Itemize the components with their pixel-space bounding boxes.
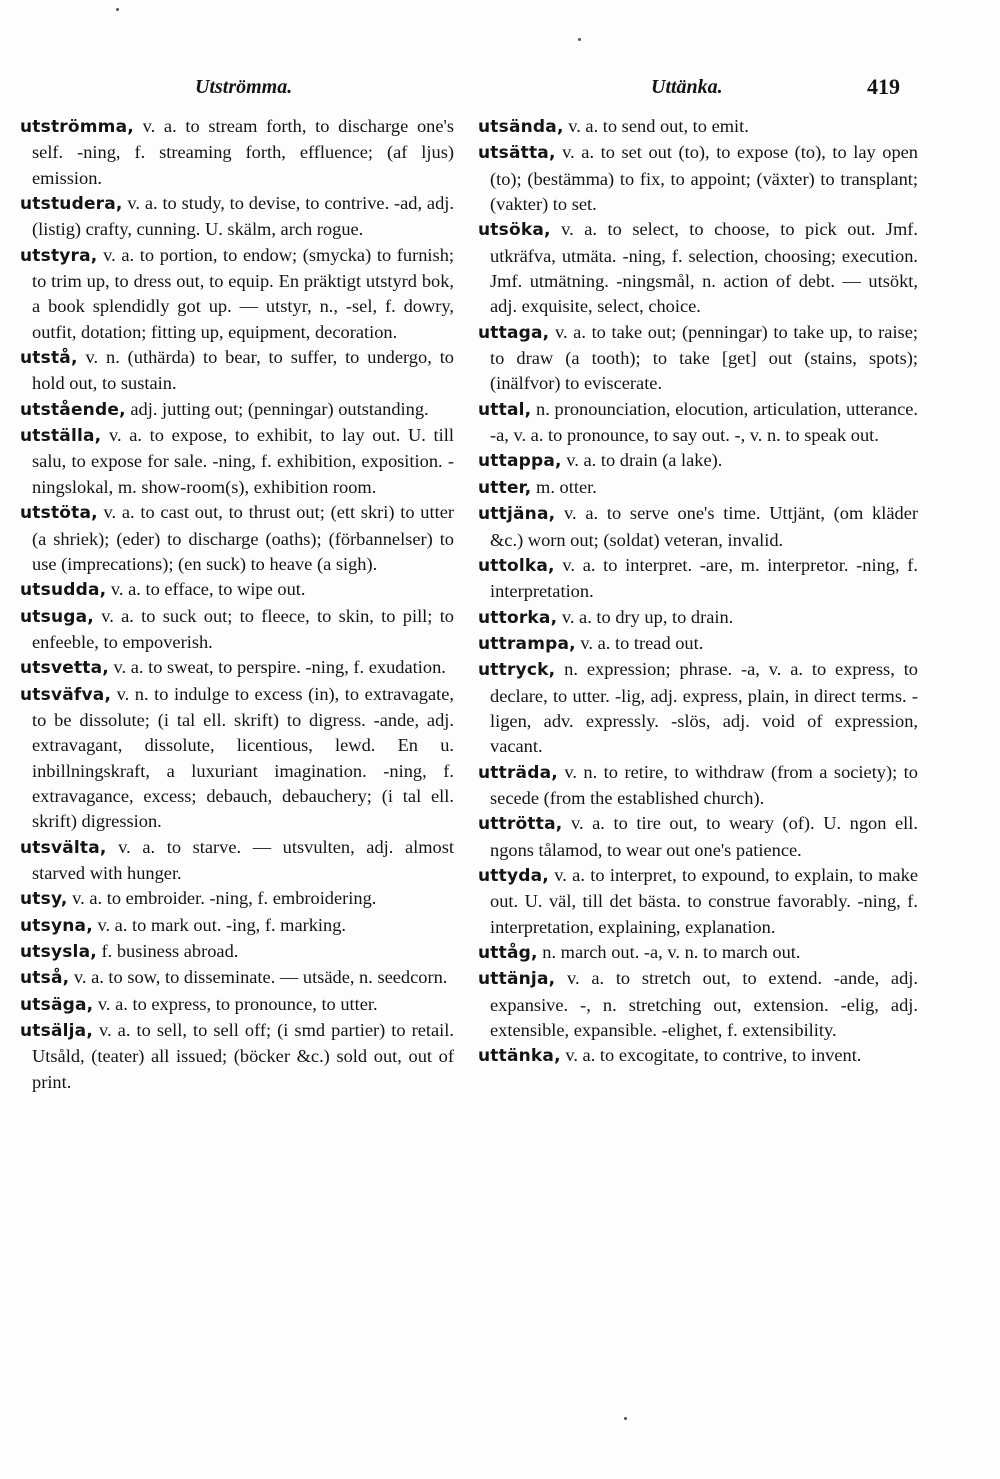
entry-definition: v. a. to sell, to sell off; (i smd partier) to retail. Utsåld, (teater) all issued; (böcker &c.) sold out, out of print. bbox=[32, 1020, 454, 1092]
page-number: 419 bbox=[867, 74, 900, 99]
dictionary-entry bbox=[20, 397, 454, 423]
entry-definition: v. a. to interpret. -are, m. interpretor. -ning, f. interpretation. bbox=[490, 554, 918, 602]
dictionary-entry bbox=[478, 605, 918, 631]
entry-definition: v. n. to retire, to withdraw (from a society); to secede (from the established church). bbox=[490, 761, 918, 808]
right-column bbox=[478, 114, 918, 1070]
dictionary-entry bbox=[478, 863, 918, 940]
dictionary-entry bbox=[478, 501, 918, 553]
entry-definition: v. a. to sow, to disseminate. — utsäde, n. seedcorn. bbox=[69, 967, 448, 988]
entry-headword: utsväfva, bbox=[20, 684, 112, 705]
dictionary-entry bbox=[20, 423, 454, 500]
entry-headword: uttänja, bbox=[478, 969, 556, 990]
entry-headword: utsysla, bbox=[20, 942, 97, 962]
entry-headword: uttänka, bbox=[478, 1046, 561, 1067]
dictionary-entry bbox=[20, 577, 454, 603]
dictionary-entry bbox=[20, 655, 454, 681]
entry-definition: v. a. to cast out, to thrust out; (ett skri) to utter (a shriek); (eder) to discharge (oaths); (förbannelser) to use (imprecations); (en suck) to heave (a sigh). bbox=[32, 502, 454, 574]
dictionary-entry bbox=[20, 114, 454, 191]
entry-headword: uttorka, bbox=[478, 607, 558, 628]
dictionary-entry bbox=[20, 886, 454, 912]
entry-definition: v. a. to tire out, to weary (of). U. ngon ell. ngons tålamod, to wear out one's patience. bbox=[490, 813, 918, 860]
dictionary-entry bbox=[478, 631, 918, 657]
entry-headword: utsyna, bbox=[20, 915, 93, 936]
entry-headword: utsuga, bbox=[20, 606, 94, 627]
dictionary-entry bbox=[478, 1043, 918, 1069]
entry-definition: v. a. to set out (to), to expose (to), to lay open (to); (bestämma) to fix, to appoint; (växter) to transplant; (vakter) to set. bbox=[490, 142, 918, 215]
entry-headword: uttaga, bbox=[478, 322, 550, 343]
entry-headword: utsälja, bbox=[20, 1021, 94, 1042]
dictionary-entry bbox=[20, 243, 454, 345]
dictionary-entry bbox=[20, 345, 454, 397]
entry-headword: utstöta, bbox=[20, 503, 98, 524]
entry-definition: v. a. to study, to devise, to contrive. -ad, adj. (listig) crafty, cunning. U. skälm, arch rogue. bbox=[32, 193, 454, 240]
entry-definition: v. a. to dry up, to drain. bbox=[557, 606, 734, 627]
dictionary-entry bbox=[478, 320, 918, 397]
entry-headword: utsända, bbox=[478, 117, 564, 137]
entry-headword: utsvälta, bbox=[20, 837, 107, 858]
entry-definition: v. a. to select, to choose, to pick out. Jmf. utkräfva, utmäta. -ning, f. selection, choosing; execution. Jmf. utmätning. -ningsmål, n. action of debt. — utsökt, adj. exquisite, select, choice. bbox=[490, 219, 918, 317]
entry-definition: n. pronounciation, elocution, articulation, utterance. -a, v. a. to pronounce, to say out. -, v. n. to speak out. bbox=[490, 398, 918, 446]
entry-headword: utsy, bbox=[20, 889, 68, 910]
entry-definition: v. a. to send out, to emit. bbox=[563, 116, 749, 136]
entry-definition: v. a. to serve one's time. Uttjänt, (om kläder &c.) worn out; (soldat) veteran, invalid. bbox=[490, 503, 918, 550]
entry-headword: utstå, bbox=[20, 348, 78, 369]
entry-definition: v. a. to drain (a lake). bbox=[561, 450, 723, 471]
entry-headword: utter, bbox=[478, 477, 532, 498]
print-speck bbox=[578, 38, 581, 41]
entry-definition: v. a. to stream forth, to discharge one's self. -ning, f. streaming forth, effluence; (af ljus) emission. bbox=[32, 116, 454, 188]
entry-headword: utströmma, bbox=[20, 117, 134, 137]
entry-definition: n. march out. -a, v. n. to march out. bbox=[537, 942, 801, 962]
dictionary-entry bbox=[20, 604, 454, 656]
entry-headword: uttolka, bbox=[478, 555, 555, 576]
left-column bbox=[20, 114, 454, 1095]
entry-definition: v. a. to starve. — utsvulten, adj. almost starved with hunger. bbox=[32, 836, 454, 883]
entry-headword: utstyra, bbox=[20, 245, 98, 266]
entry-definition: v. a. to sweat, to perspire. -ning, f. exudation. bbox=[108, 657, 446, 678]
entry-headword: utsöka, bbox=[478, 220, 551, 241]
entry-definition: v. a. to take out; (penningar) to take up, to raise; to draw (a tooth); to take [get] out (stains, spots); (inälfvor) to eviscerate. bbox=[490, 321, 918, 394]
entry-definition: adj. jutting out; (penningar) outstanding. bbox=[125, 398, 429, 419]
dictionary-entry bbox=[20, 939, 454, 965]
dictionary-entry bbox=[478, 475, 918, 501]
entry-definition: m. otter. bbox=[531, 476, 597, 497]
entry-headword: utsvetta, bbox=[20, 658, 109, 679]
dictionary-entry bbox=[20, 913, 454, 939]
dictionary-entry bbox=[478, 140, 918, 217]
print-speck bbox=[116, 8, 119, 11]
entry-definition: v. a. to express, to pronounce, to utter. bbox=[93, 993, 378, 1014]
dictionary-entry bbox=[478, 114, 918, 140]
entry-definition: v. n. (uthärda) to bear, to suffer, to undergo, to hold out, to sustain. bbox=[32, 347, 454, 394]
entry-definition: v. a. to tread out. bbox=[575, 632, 704, 653]
entry-definition: v. a. to interpret, to expound, to explain, to make out. U. väl, till det bästa. to construe favorably. -ning, f. interpretation, explaining, explanation. bbox=[490, 864, 918, 937]
dictionary-entry bbox=[20, 965, 454, 991]
dictionary-entry bbox=[478, 966, 918, 1043]
entry-headword: utstudera, bbox=[20, 194, 123, 215]
dictionary-entry bbox=[20, 191, 454, 243]
dictionary-entry bbox=[478, 940, 918, 966]
entry-definition: v. a. to efface, to wipe out. bbox=[106, 579, 306, 600]
entry-headword: utsätta, bbox=[478, 143, 556, 164]
entry-headword: utställa, bbox=[20, 426, 102, 447]
dictionary-entry bbox=[20, 682, 454, 835]
entry-headword: uttryck, bbox=[478, 660, 556, 681]
dictionary-entry bbox=[478, 448, 918, 474]
dictionary-entry bbox=[478, 760, 918, 812]
dictionary-entry bbox=[478, 811, 918, 863]
entry-definition: v. a. to embroider. -ning, f. embroidering. bbox=[67, 888, 377, 909]
dictionary-entry bbox=[478, 397, 918, 449]
entry-definition: v. n. to indulge to excess (in), to extravagate, to be dissolute; (i tal ell. skrift) to digress. -ande, adj. extravagant, dissolute, licentious, lewd. En u. inbillningskraft, a luxuriant imagination. -ning, f. extravagance, excess; debauch, debauchery; (i tal ell. skrift) digression. bbox=[32, 683, 454, 832]
entry-headword: uttrampa, bbox=[478, 633, 576, 654]
entry-definition: v. a. to expose, to exhibit, to lay out. U. till salu, to expose for sale. -ning, f. exhibition, exposition. -ningslokal, m. show-room(s), exhibition room. bbox=[32, 425, 454, 497]
entry-definition: n. expression; phrase. -a, v. a. to express, to declare, to utter. -lig, adj. express, plain, in direct terms. -ligen, adv. expressly. -slös, adj. void of expression, vacant. bbox=[490, 659, 918, 757]
entry-definition: v. a. to portion, to endow; (smycka) to furnish; to trim up, to dress out, to equip. En präktigt utstyrd bok, a book splendidly got up. — utstyr, n., -sel, f. dowry, outfit, dotation; fitting up, equipment, decoration. bbox=[32, 244, 454, 342]
entry-headword: uttal, bbox=[478, 399, 532, 420]
dictionary-entry bbox=[478, 553, 918, 605]
dictionary-entry bbox=[478, 217, 918, 319]
entry-definition: v. a. to suck out; to fleece, to skin, to pill; to enfeeble, to empoverish. bbox=[32, 605, 454, 652]
entry-definition: v. a. to excogitate, to contrive, to invent. bbox=[560, 1045, 862, 1066]
entry-headword: uttyda, bbox=[478, 865, 549, 886]
dictionary-entry bbox=[20, 835, 454, 887]
entry-headword: utträda, bbox=[478, 762, 558, 783]
left-running-head: Utströmma. bbox=[195, 76, 293, 98]
dictionary-entry bbox=[20, 1018, 454, 1095]
entry-headword: uttrötta, bbox=[478, 814, 563, 835]
print-speck bbox=[624, 1417, 627, 1420]
entry-definition: v. a. to stretch out, to extend. -ande, adj. expansive. -, n. stretching out, extension. -elig, adj. extensible, expansible. -elighet, f. extensibility. bbox=[490, 968, 918, 1041]
entry-headword: uttåg, bbox=[478, 943, 538, 963]
entry-headword: utsäga, bbox=[20, 994, 94, 1015]
dictionary-entry bbox=[20, 992, 454, 1018]
entry-headword: utså, bbox=[20, 968, 70, 989]
entry-headword: uttappa, bbox=[478, 451, 562, 472]
entry-definition: f. business abroad. bbox=[96, 941, 239, 961]
dictionary-entry bbox=[20, 500, 454, 577]
entry-headword: uttjäna, bbox=[478, 504, 556, 525]
entry-headword: utstående, bbox=[20, 399, 126, 420]
entry-definition: v. a. to mark out. -ing, f. marking. bbox=[92, 914, 347, 935]
dictionary-entry bbox=[478, 657, 918, 759]
right-running-head: Uttänka. bbox=[651, 76, 723, 98]
entry-headword: utsudda, bbox=[20, 580, 107, 601]
